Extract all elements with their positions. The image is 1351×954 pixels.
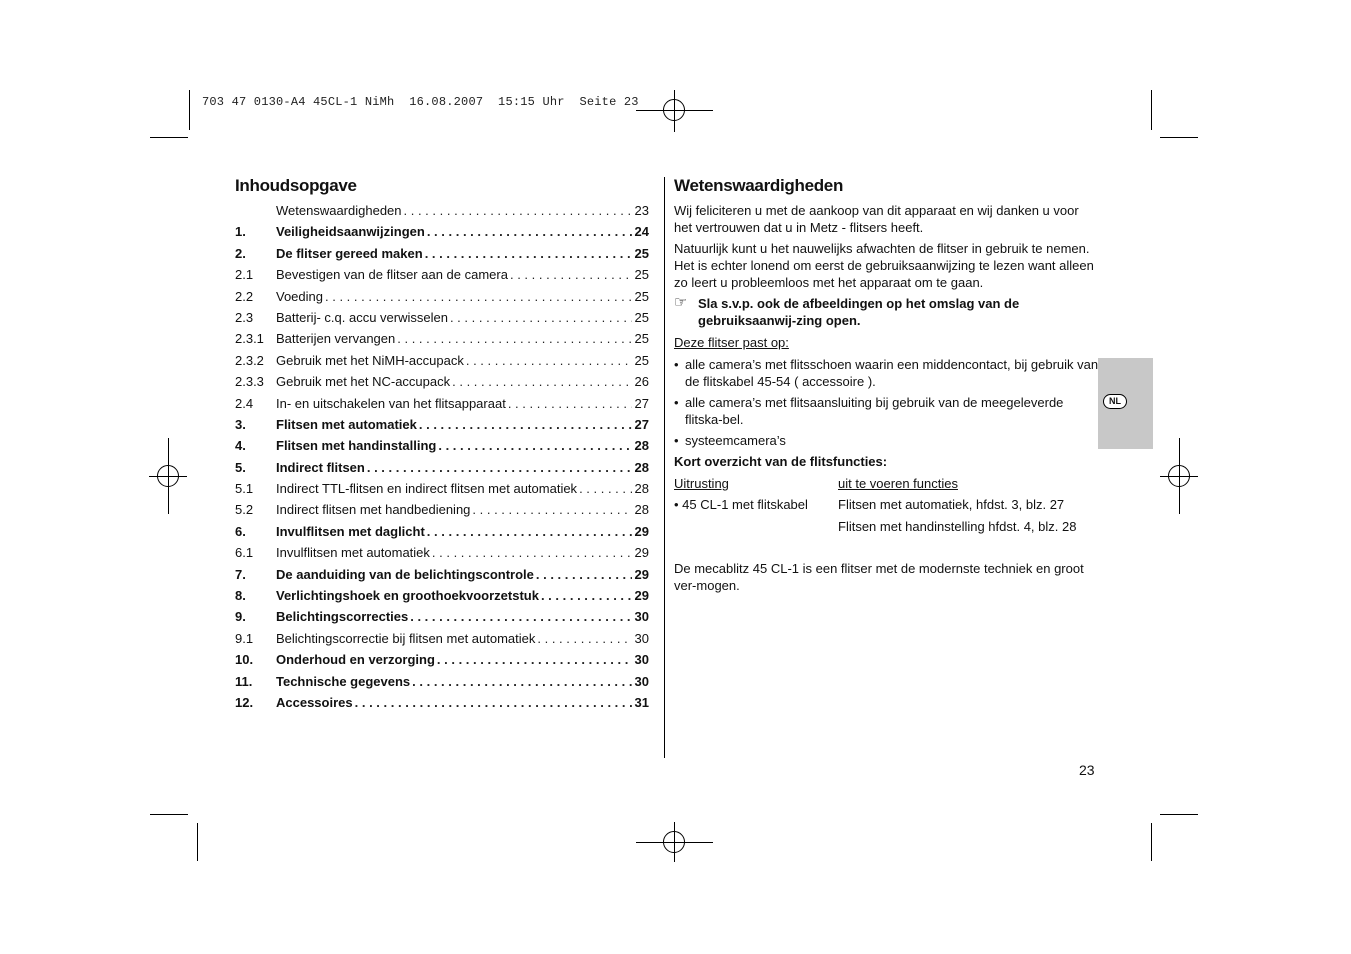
toc-entry [235, 307, 649, 328]
toc-number: 11. [235, 673, 253, 689]
toc-label: Batterij- c.q. accu verwisselen [276, 307, 450, 328]
toc-label: Onderhoud en verzorging [276, 649, 437, 670]
intro-paragraph: Wij feliciteren u met de aankoop van dit apparaat en wij danken u voor het vertrouwen dat u in Metz - flitsers heeft. [674, 203, 1079, 235]
toc-leader-dots [419, 414, 632, 435]
toc-label: Invulflitsen met automatiek [276, 542, 432, 563]
toc-label: Gebruik met het NC-accupack [276, 371, 452, 392]
reading-advice-paragraph: Natuurlijk kunt u het nauwelijks afwachten de flitser in gebruik te nemen. Het is echter lonend om eerst de gebruiksaanwijzing te lezen want alleen zo leert u probleemloos met het apparaat om te gaan. [674, 241, 1094, 290]
toc-page: 25 [634, 288, 649, 304]
toc-leader-dots [536, 564, 632, 585]
toc-leader-dots [466, 350, 632, 371]
toc-leader-dots [397, 328, 631, 349]
toc-page: 25 [634, 309, 649, 325]
toc-entry [235, 585, 649, 606]
toc-label: Technische gegevens [276, 671, 412, 692]
toc-label: Voeding [276, 286, 325, 307]
toc-leader-dots [355, 692, 632, 713]
toc-page: 25 [634, 267, 649, 283]
hint-text: Sla s.v.p. ook de afbeeldingen op het omslag van de gebruiksaanwij-zing open. [698, 296, 1020, 328]
toc-page: 31 [634, 694, 649, 710]
toc-number: 2.3 [235, 309, 254, 325]
toc-page: 28 [634, 481, 649, 497]
toc-entry [235, 350, 649, 371]
toc-entry [235, 243, 649, 264]
toc-label: Invulflitsen met daglicht [276, 521, 427, 542]
toc-leader-dots [541, 585, 632, 606]
toc-number: 2.3.1 [235, 331, 264, 347]
toc-leader-dots [412, 671, 631, 692]
toc-number: 7. [235, 566, 246, 582]
toc-entry [235, 628, 649, 649]
toc-entry [235, 221, 649, 242]
toc-number: 6.1 [235, 545, 254, 561]
toc-entry [235, 521, 649, 542]
toc-entry [235, 457, 649, 478]
toc-leader-dots [367, 457, 632, 478]
toc-number: 3. [235, 416, 246, 432]
toc-number: 10. [235, 652, 254, 668]
function-item: Flitsen met handinstelling hfdst. 4, blz. 28 [838, 519, 1077, 534]
toc-number: 5. [235, 459, 246, 475]
toc-number: 9. [235, 609, 246, 625]
toc-page: 24 [634, 224, 649, 240]
toc-number: 8. [235, 588, 246, 604]
toc-number: 5.2 [235, 502, 254, 518]
list-item: • alle camera’s met flitsaansluiting bij gebruik van de meegeleverde flitska-bel. [674, 395, 1064, 427]
toc-leader-dots [425, 243, 632, 264]
toc-label: Veiligheidsaanwijzingen [276, 221, 427, 242]
toc-label: Flitsen met automatiek [276, 414, 419, 435]
toc-entry [235, 478, 649, 499]
equipment-column-heading: Uitrusting [674, 476, 729, 491]
toc-entry [235, 542, 649, 563]
toc-leader-dots [437, 649, 632, 670]
toc-label: De aanduiding van de belichtingscontrole [276, 564, 536, 585]
toc-label: Accessoires [276, 692, 355, 713]
hint-note [674, 295, 1099, 329]
toc-label: Indirect TTL-flitsen en indirect flitsen met automatiek [276, 478, 579, 499]
page-number: 23 [1079, 762, 1095, 778]
toc-entry [235, 499, 649, 520]
toc-entry [235, 692, 649, 713]
toc-leader-dots [427, 221, 632, 242]
toc-number: 2. [235, 245, 246, 261]
compatibility-heading: Deze flitser past op: [674, 335, 789, 350]
toc-leader-dots [450, 307, 632, 328]
toc-number: 2.4 [235, 395, 254, 411]
toc-leader-dots [537, 628, 631, 649]
toc-label: Belichtingscorrecties [276, 606, 410, 627]
toc-label: In- en uitschakelen van het flitsapparaat [276, 393, 508, 414]
toc-entry [235, 606, 649, 627]
toc-entry [235, 328, 649, 349]
toc-entry [235, 414, 649, 435]
print-slug: 703 47 0130-A4 45CL-1 NiMh 16.08.2007 15:15 Uhr Seite 23 [202, 95, 639, 109]
toc-number: 2.2 [235, 288, 254, 304]
toc-leader-dots [508, 393, 632, 414]
toc-label: Batterijen vervangen [276, 328, 397, 349]
toc-page: 30 [634, 609, 649, 625]
list-item: • systeemcamera’s [674, 433, 786, 448]
toc-entry [235, 564, 649, 585]
toc-label: De flitser gereed maken [276, 243, 425, 264]
toc-page: 25 [634, 245, 649, 261]
toc-label: Verlichtingshoek en groothoekvoorzetstuk [276, 585, 541, 606]
overview-heading: Kort overzicht van de flitsfuncties: [674, 454, 888, 469]
toc-page: 28 [634, 502, 649, 518]
toc-number: 2.3.3 [235, 374, 264, 390]
toc-label: Bevestigen van de flitser aan de camera [276, 264, 510, 285]
toc-page: 25 [634, 352, 649, 368]
toc-leader-dots [404, 200, 632, 221]
toc-leader-dots [510, 264, 632, 285]
toc-page: 29 [634, 523, 649, 539]
toc-label: Wetenswaardigheden [276, 200, 404, 221]
toc-page: 23 [634, 203, 649, 218]
toc-label: Indirect flitsen [276, 457, 367, 478]
function-item: Flitsen met automatiek, hfdst. 3, blz. 27 [838, 497, 1065, 512]
toc-page: 29 [634, 566, 649, 582]
toc-label: Indirect flitsen met handbediening [276, 499, 472, 520]
toc-page: 28 [634, 459, 649, 475]
toc-page: 30 [634, 673, 649, 689]
toc-title: Inhoudsopgave [235, 176, 357, 195]
toc-entry [235, 649, 649, 670]
toc-label: Flitsen met handinstalling [276, 435, 438, 456]
toc-number: 1. [235, 224, 246, 240]
toc-number: 2.1 [235, 267, 254, 283]
toc-entry [235, 286, 649, 307]
toc-entry [235, 371, 649, 392]
toc-leader-dots [432, 542, 632, 563]
toc-page: 30 [634, 652, 649, 668]
toc-leader-dots [410, 606, 631, 627]
toc-page: 27 [634, 416, 649, 432]
toc-leader-dots [579, 478, 631, 499]
toc-number: 6. [235, 523, 246, 539]
equipment-item: • 45 CL-1 met flitskabel [674, 497, 808, 512]
toc-entry [235, 264, 649, 285]
toc-leader-dots [472, 499, 631, 520]
section-title: Wetenswaardigheden [674, 176, 844, 195]
toc-number: 4. [235, 438, 246, 454]
toc-label: Belichtingscorrectie bij flitsen met automatiek [276, 628, 537, 649]
toc-number: 12. [235, 694, 254, 710]
toc-leader-dots [438, 435, 631, 456]
toc-number: 5.1 [235, 481, 254, 497]
toc-page: 25 [634, 331, 649, 347]
toc-page: 30 [634, 630, 649, 646]
toc-entry [235, 393, 649, 414]
functions-column-heading: uit te voeren functies [838, 476, 958, 491]
product-paragraph: De mecablitz 45 CL-1 is een flitser met de modernste techniek en groot ver-mogen. [674, 561, 1084, 593]
toc-page: 28 [634, 438, 649, 454]
toc-page: 29 [634, 545, 649, 561]
toc-page: 27 [634, 395, 649, 411]
toc-number: 9.1 [235, 630, 254, 646]
toc-leader-dots [325, 286, 632, 307]
toc-entry [235, 671, 649, 692]
toc-number: 2.3.2 [235, 352, 264, 368]
toc-label: Gebruik met het NiMH-accupack [276, 350, 466, 371]
toc-leader-dots [427, 521, 632, 542]
list-item: • alle camera’s met flitsschoen waarin een middencontact, bij gebruik van de flitskabel 45-54 ( accessoire ). [674, 357, 1099, 389]
toc-entry [235, 200, 649, 221]
table-of-contents [235, 200, 649, 713]
toc-page: 26 [634, 374, 649, 390]
toc-page: 29 [634, 588, 649, 604]
toc-entry [235, 435, 649, 456]
toc-leader-dots [452, 371, 631, 392]
pointing-hand-icon: ☞ [674, 294, 688, 311]
language-badge: NL [1103, 394, 1127, 409]
